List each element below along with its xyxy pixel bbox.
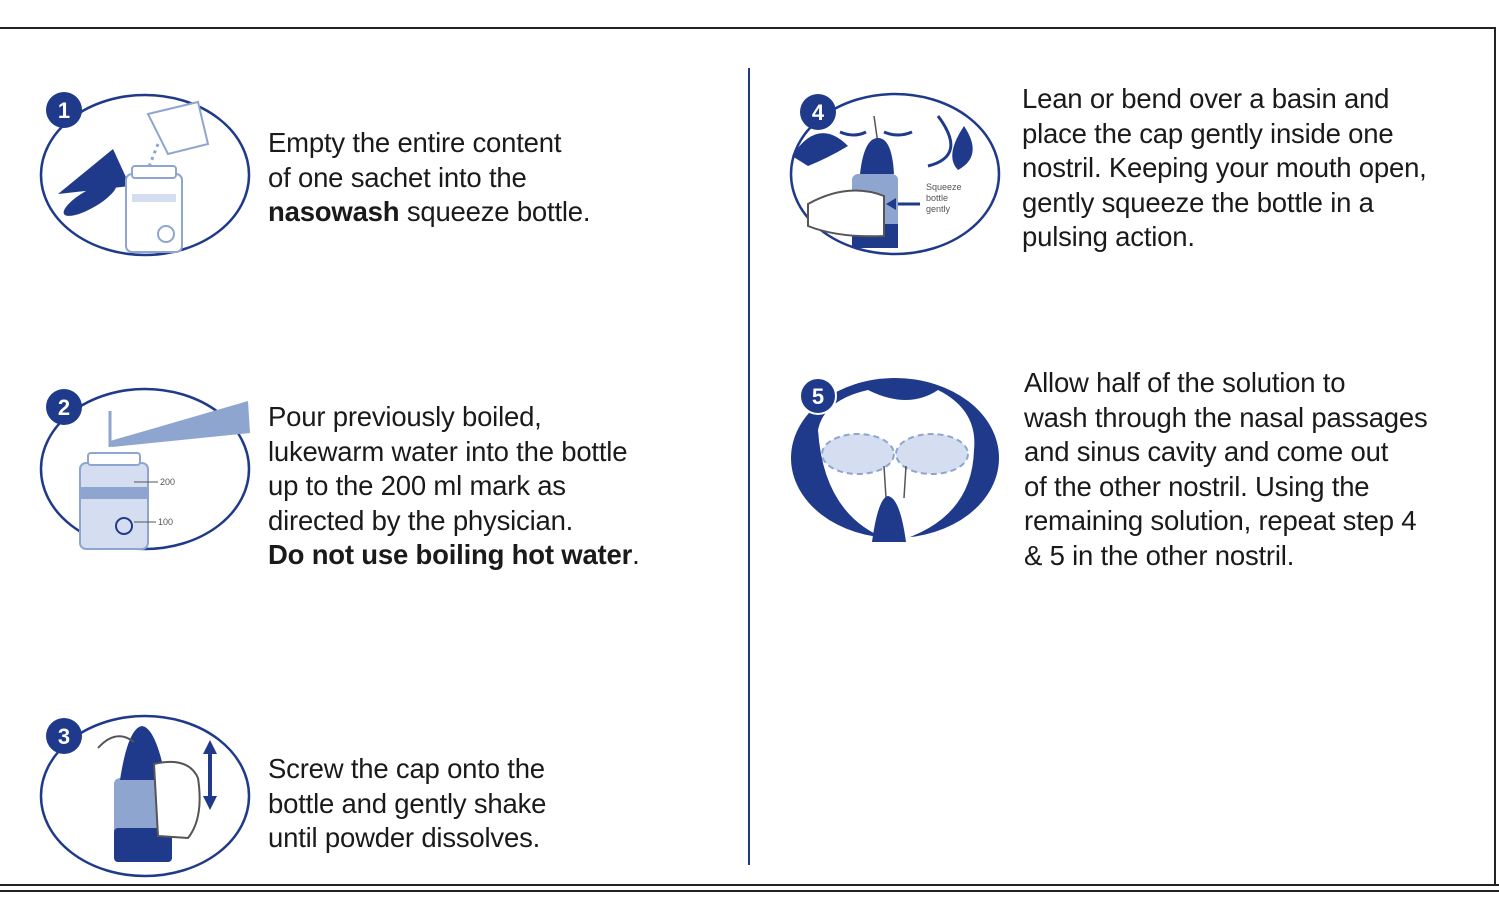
step-1-line-3 [268,195,590,230]
step-4-line-4: gently squeeze the bottle in a [1022,186,1374,218]
column-divider [748,68,750,865]
step-4-line-1: Lean or bend over a basin and [1022,83,1390,114]
step-4-number: 4 [811,100,825,125]
step-2-text [268,400,640,573]
step-5-line-3: and sinus cavity and come out [1024,436,1389,467]
step-2-line-3: up to the 200 ml mark as [268,470,566,501]
step-1-number: 1 [57,98,71,123]
step-5-line-2: wash through the nasal passages [1024,401,1428,433]
step-1-line-1: Empty the entire content [268,127,562,158]
step-1-line-2: of one sachet into the [268,161,527,193]
step-5-line-6: & 5 in the other nostril. [1024,539,1295,571]
step-2-illustration [38,381,252,557]
step-5-line-4: of the other nostril. Using the [1024,470,1370,502]
step-2-line-1: Pour previously boiled, [268,401,542,432]
step-4-label-1: Squeeze [926,182,962,192]
step-5-line-1: Allow half of the solution to [1024,367,1346,398]
step-4-text [1022,82,1427,255]
step-2-mark-100: 100 [158,517,174,527]
step-3-line-3: until powder dissolves. [268,822,541,853]
step-2-number: 2 [57,395,71,420]
step-5-number: 5 [811,384,825,409]
step-1-text [268,126,590,230]
step-2-warning: Do not use boiling hot water [268,539,633,570]
step-5-illustration [788,370,1002,546]
bottom-rule [0,884,1499,886]
step-4-label-3: gently [926,204,951,214]
step-4-label-2: bottle [926,193,949,203]
step-5-line-5: remaining solution, repeat step 4 [1024,505,1417,536]
step-4-illustration [788,86,1002,262]
step-2-line-2: lukewarm water into the bottle [268,435,628,467]
bottom-rule-double [0,890,1499,892]
step-2-line-4: directed by the physician. [268,504,574,536]
step-3-line-2: bottle and gently shake [268,787,547,819]
step-2-warning-line [268,538,640,573]
step-1-line-3-rest: squeeze bottle. [399,196,591,227]
step-1-illustration [38,84,252,260]
step-2-mark-200: 200 [160,477,176,487]
step-3-line-1: Screw the cap onto the [268,753,545,784]
step-4-line-2: place the cap gently inside one [1022,117,1394,149]
step-3-illustration [38,708,252,884]
brand-name: nasowash [268,196,400,227]
step-4-line-3: nostril. Keeping your mouth open, [1022,152,1427,183]
step-5-text [1024,366,1428,573]
step-2-warning-end: . [632,539,640,570]
step-3-text [268,752,546,856]
step-4-line-5: pulsing action. [1022,221,1195,252]
step-3-number: 3 [57,724,71,749]
